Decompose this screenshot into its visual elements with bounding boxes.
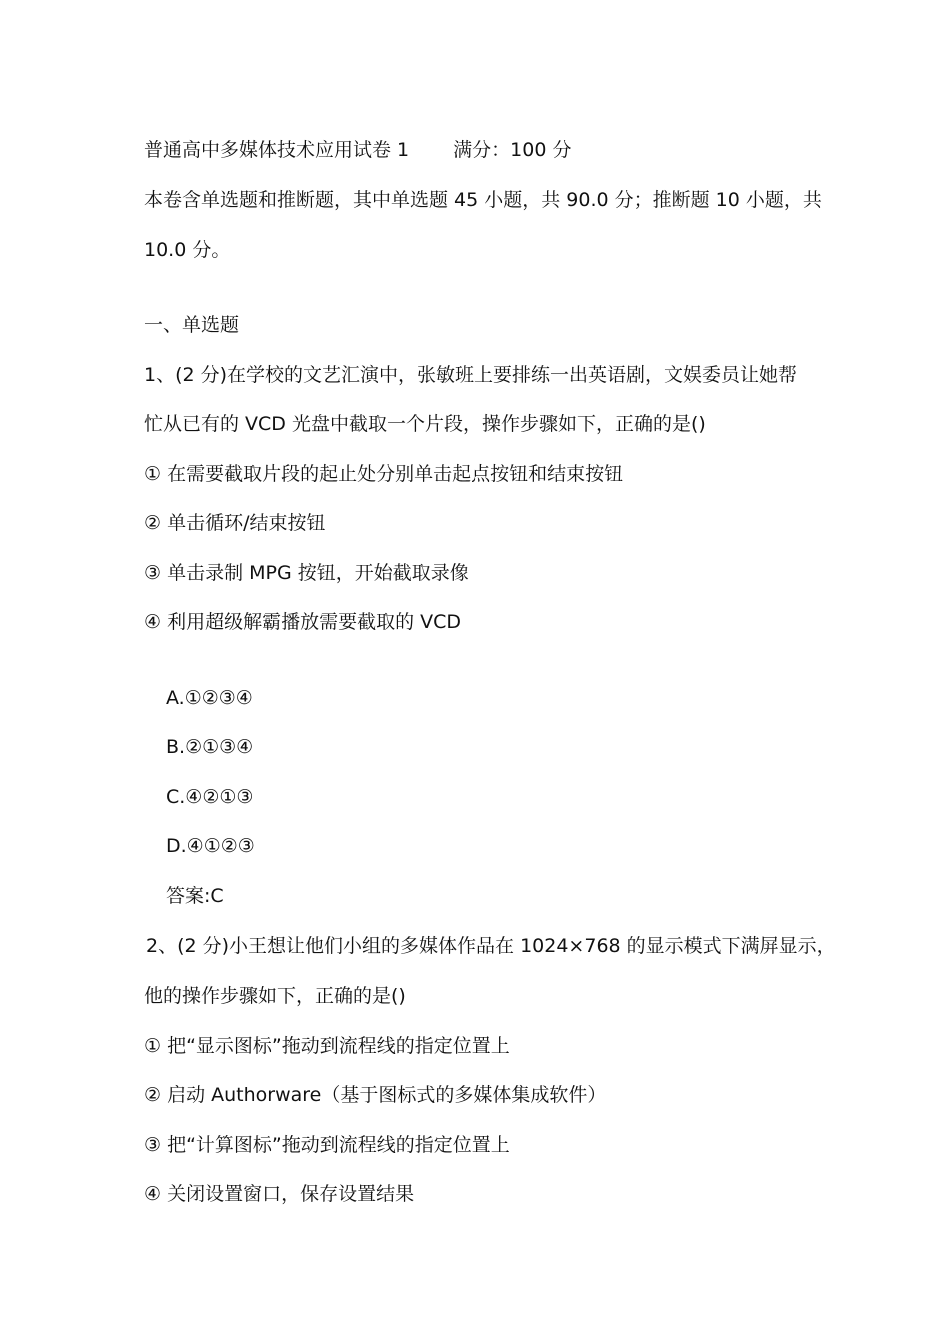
question-2-step: ① 把“显示图标”拖动到流程线的指定位置上 xyxy=(144,1035,510,1057)
question-2-step: ③ 把“计算图标”拖动到流程线的指定位置上 xyxy=(144,1134,510,1156)
section-heading: 一、单选题 xyxy=(144,314,240,336)
question-1-option-d: D.④①②③ xyxy=(166,835,255,857)
question-2-step: ④ 关闭设置窗口，保存设置结果 xyxy=(144,1183,415,1205)
exam-header xyxy=(144,137,571,163)
question-1-answer: 答案:C xyxy=(166,885,224,907)
question-2-step: ② 启动 Authorware（基于图标式的多媒体集成软件） xyxy=(144,1084,607,1106)
question-1-step: ④ 利用超级解霸播放需要截取的 VCD xyxy=(144,611,462,633)
full-score: 满分：100 分 xyxy=(453,139,572,161)
question-1-option-c: C.④②①③ xyxy=(166,786,254,808)
intro-line-1: 本卷含单选题和推断题，其中单选题 45 小题，共 90.0 分；推断题 10 小题，共 xyxy=(144,189,822,211)
question-1-stem-line-1: 1、(2 分)在学校的文艺汇演中，张敏班上要排练一出英语剧，文娱委员让她帮 xyxy=(144,364,798,386)
question-1-step: ② 单击循环/结束按钮 xyxy=(144,512,326,534)
question-1-step: ③ 单击录制 MPG 按钮，开始截取录像 xyxy=(144,562,469,584)
intro-line-2: 10.0 分。 xyxy=(144,239,231,261)
question-1-step: ① 在需要截取片段的起止处分别单击起点按钮和结束按钮 xyxy=(144,463,624,485)
question-2-stem-line-1: 2、(2 分)小王想让他们小组的多媒体作品在 1024×768 的显示模式下满屏显示， xyxy=(146,935,836,957)
question-2-stem-line-2: 他的操作步骤如下，正确的是() xyxy=(144,985,406,1007)
question-1-stem-line-2: 忙从已有的 VCD 光盘中截取一个片段，操作步骤如下，正确的是() xyxy=(144,413,706,435)
question-1-option-b: B.②①③④ xyxy=(166,736,254,758)
question-1-option-a: A.①②③④ xyxy=(166,687,253,709)
exam-title: 普通高中多媒体技术应用试卷 1 xyxy=(144,139,410,161)
